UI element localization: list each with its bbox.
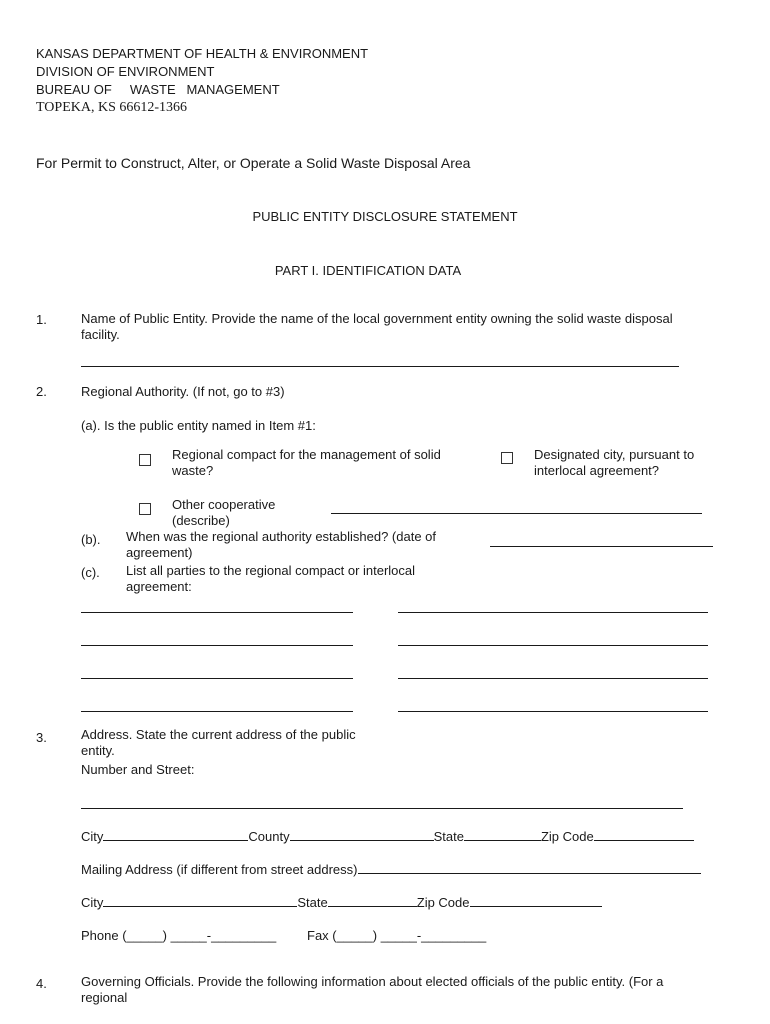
establishment-date-field[interactable] — [490, 546, 713, 547]
item3-number: 3. — [36, 730, 47, 745]
item2-number: 2. — [36, 384, 47, 399]
item4-text: Governing Officials. Provide the following information about elected officials of the public entity. (For a regional — [81, 974, 664, 1005]
party-field-8[interactable] — [398, 711, 708, 712]
mailing-city-label: City — [81, 895, 104, 910]
party-field-6[interactable] — [398, 678, 708, 679]
city-label: City — [81, 829, 104, 844]
item2c-label: (c). — [81, 565, 100, 580]
fax-field[interactable]: Fax (_____) _____-_________ — [307, 928, 487, 943]
phone-field[interactable]: Phone (_____) _____-_________ — [81, 928, 277, 943]
page-title: PUBLIC ENTITY DISCLOSURE STATEMENT — [252, 209, 518, 224]
designated-city-label: Designated city, pursuant to interlocal agreement? — [534, 447, 695, 478]
county-label: County — [248, 829, 290, 844]
street-label: Number and Street: — [81, 762, 195, 777]
mailing-city-field[interactable] — [103, 894, 297, 907]
county-field[interactable] — [290, 828, 434, 841]
mailing-zip-label: Zip Code — [416, 895, 470, 910]
mailing-zip-field[interactable] — [470, 894, 602, 907]
mailing-city-state-zip-row — [81, 894, 602, 911]
item2a-question: (a). Is the public entity named in Item #1: — [81, 418, 316, 433]
city-county-state-zip-row — [81, 828, 694, 845]
item1-number: 1. — [36, 312, 47, 327]
city-field[interactable] — [103, 828, 248, 841]
other-cooperative-description-field[interactable] — [331, 513, 702, 514]
other-cooperative-label: Other cooperative (describe) — [172, 497, 276, 528]
item2b-label: (b). — [81, 532, 101, 547]
item4-number: 4. — [36, 976, 47, 991]
street-address-field[interactable] — [81, 808, 683, 809]
mailing-state-label: State — [297, 895, 328, 910]
state-field[interactable] — [464, 828, 541, 841]
form-purpose: For Permit to Construct, Alter, or Operate a Solid Waste Disposal Area — [36, 155, 471, 171]
item1-text: Name of Public Entity. Provide the name of the local government entity owning the solid waste disposal facility. — [81, 311, 673, 342]
bureau-name: BUREAU OF WASTE MANAGEMENT — [36, 82, 280, 97]
division-name: DIVISION OF ENVIRONMENT — [36, 64, 215, 79]
party-field-7[interactable] — [81, 711, 353, 712]
zip-field[interactable] — [594, 828, 694, 841]
party-field-4[interactable] — [398, 645, 708, 646]
regional-compact-checkbox[interactable] — [139, 454, 151, 466]
party-field-2[interactable] — [398, 612, 708, 613]
mailing-address-field[interactable] — [358, 861, 701, 874]
agency-name: KANSAS DEPARTMENT OF HEALTH & ENVIRONMENT — [36, 46, 369, 61]
mailing-address-row — [81, 861, 701, 878]
party-field-5[interactable] — [81, 678, 353, 679]
mailing-address-label: Mailing Address (if different from street address) — [81, 862, 358, 877]
item2c-text: List all parties to the regional compact or interlocal agreement: — [126, 563, 416, 594]
item3-text: Address. State the current address of the public entity. — [81, 727, 356, 758]
agency-address: TOPEKA, KS 66612-1366 — [36, 100, 188, 115]
item2b-text: When was the regional authority established? (date of agreement) — [126, 529, 437, 560]
designated-city-checkbox[interactable] — [501, 452, 513, 464]
item2-text: Regional Authority. (If not, go to #3) — [81, 384, 285, 399]
public-entity-name-field[interactable] — [81, 366, 679, 367]
other-cooperative-checkbox[interactable] — [139, 503, 151, 515]
regional-compact-label: Regional compact for the management of solid waste? — [172, 447, 441, 478]
mailing-state-field[interactable] — [328, 894, 417, 907]
state-label: State — [433, 829, 464, 844]
zip-label: Zip Code — [540, 829, 594, 844]
party-field-1[interactable] — [81, 612, 353, 613]
part-title: PART I. IDENTIFICATION DATA — [274, 263, 462, 278]
party-field-3[interactable] — [81, 645, 353, 646]
